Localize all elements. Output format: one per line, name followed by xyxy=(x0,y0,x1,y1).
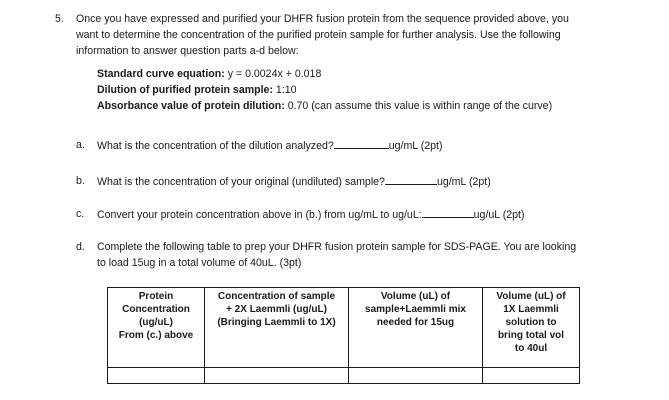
question-intro-line-2: want to determine the concentration of the purified protein sample for further analysis. Use the following xyxy=(76,29,561,41)
header-line: Protein xyxy=(138,291,174,302)
header-line: 1X Laemmli xyxy=(503,304,559,315)
header-line: Volume (uL) of xyxy=(380,291,451,302)
header-line: needed for 15ug xyxy=(376,317,455,328)
sds-page-prep-table xyxy=(107,287,580,384)
header-concentration-with-laemmli xyxy=(205,288,349,368)
part-c-suffix: ug/uL (2pt) xyxy=(473,209,525,221)
header-line: bring total vol xyxy=(497,330,565,341)
part-b-letter: b. xyxy=(76,175,85,187)
header-line: sample+Laemmli mix xyxy=(365,304,466,315)
given-dilution xyxy=(97,83,297,97)
header-line: + 2X Laemmli (ug/uL) xyxy=(226,304,327,315)
given-value: 0.70 (can assume this value is within range of the curve) xyxy=(284,100,553,112)
header-protein-concentration xyxy=(108,288,205,368)
part-c xyxy=(97,207,525,222)
part-d-line-1: Complete the following table to prep your DHFR fusion protein sample for SDS-PAGE. You are looking xyxy=(97,241,577,253)
part-a-text: What is the concentration of the dilution analyzed? xyxy=(97,140,334,152)
header-volume-sample-mix xyxy=(349,288,483,368)
part-b-answer-blank[interactable] xyxy=(385,174,437,185)
part-c-text: Convert your protein concentration above in (b.) from ug/mL to ug/uL: xyxy=(97,209,422,221)
given-standard-curve xyxy=(97,67,321,81)
header-line: Concentration xyxy=(122,304,190,315)
given-value: y = 0.0024x + 0.018 xyxy=(224,68,322,80)
header-line: (Bringing Laemmli to 1X) xyxy=(217,317,336,328)
cell-volume-sample-mix-input[interactable] xyxy=(349,368,483,384)
part-b-suffix: ug/mL (2pt) xyxy=(436,176,491,188)
given-label: Standard curve equation: xyxy=(97,68,225,80)
question-intro-line-1: Once you have expressed and purified your DHFR fusion protein from the sequence provided above, you xyxy=(76,13,569,25)
cell-concentration-with-laemmli-input[interactable] xyxy=(205,368,349,384)
question-intro-line-3: information to answer question parts a-d below: xyxy=(76,45,299,57)
part-d-letter: d. xyxy=(76,241,85,253)
given-label: Dilution of purified protein sample: xyxy=(97,84,273,96)
part-b xyxy=(97,174,491,189)
header-line: Volume (uL) of xyxy=(496,291,566,302)
header-volume-laemmli xyxy=(483,288,580,368)
part-d-line-2: to load 15ug in a total volume of 40uL. (3pt) xyxy=(97,257,302,269)
table-row xyxy=(108,368,580,384)
header-line: solution to xyxy=(505,317,557,328)
given-label: Absorbance value of protein dilution: xyxy=(97,100,285,112)
part-b-text: What is the concentration of your original (undiluted) sample? xyxy=(97,176,385,188)
header-line: From (c.) above xyxy=(118,330,194,341)
part-a-answer-blank[interactable] xyxy=(334,138,389,149)
cell-protein-concentration-input[interactable] xyxy=(108,368,205,384)
part-c-letter: c. xyxy=(76,208,85,220)
given-absorbance xyxy=(97,99,552,113)
part-a-letter: a. xyxy=(76,139,85,151)
part-c-answer-blank[interactable] xyxy=(422,207,474,218)
header-line: Concentration of sample xyxy=(217,291,336,302)
table-header-row xyxy=(108,288,580,368)
header-line: (ug/uL) xyxy=(139,317,173,328)
part-a xyxy=(97,138,443,153)
header-line: to 40ul xyxy=(514,343,548,354)
part-a-suffix: ug/mL (2pt) xyxy=(388,140,443,152)
question-number: 5. xyxy=(55,13,64,25)
cell-volume-laemmli-input[interactable] xyxy=(483,368,580,384)
given-value: 1:10 xyxy=(272,84,297,96)
